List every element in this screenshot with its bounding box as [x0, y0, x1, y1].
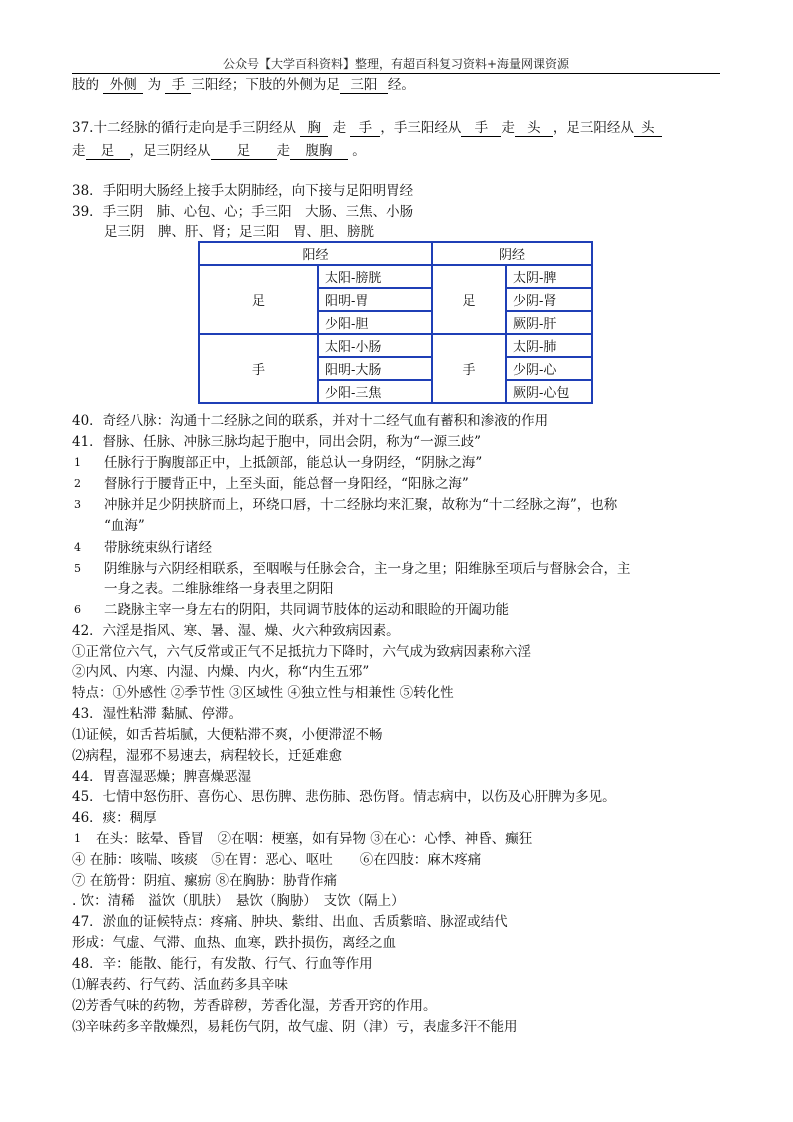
- list-marker: 5: [74, 562, 81, 575]
- list-marker: 1: [74, 832, 81, 845]
- item-38: 38．手阳明大肠经上接手太阴肺经，向下接与足阳明胃经: [72, 183, 414, 199]
- item-41-p1: 任脉行于胸腹部正中，上抵颌部，能总认一身阴经，“阴脉之海”: [104, 455, 483, 471]
- item-47-l1: 形成：气虚、气滞、血热、血寒，跌扑损伤，离经之血: [72, 935, 396, 951]
- item-43-l1: ⑴证候，如舌苔垢腻，大便粘滞不爽，小便滞涩不畅: [72, 727, 383, 743]
- table-cell: 太阳-小肠: [318, 334, 432, 357]
- item-41-p5b: 一身之表。二维脉维络一身表里之阴阳: [104, 581, 334, 597]
- item-48-title: 48．辛：能散、能行，有发散、行气、行血等作用: [72, 956, 373, 972]
- table-cell: 阳明-胃: [318, 288, 432, 311]
- table-cell: 少阴-肾: [506, 288, 592, 311]
- item-46-l4: . 饮：清稀 溢饮（肌肤） 悬饮（胸胁） 支饮（隔上）: [72, 893, 405, 909]
- page-header: 公众号【大学百科资料】整理，有超百科复习资料+海量网课资源: [222, 57, 570, 71]
- item-48-l3: ⑶辛味药多辛散燥烈，易耗伤气阴，故气虚、阴（津）亏，表虚多汗不能用: [72, 1019, 518, 1035]
- header-rule: [72, 73, 720, 74]
- item-48-l2: ⑵芳香气味的药物，芳香辟秽，芳香化湿，芳香开窍的作用。: [72, 998, 437, 1014]
- item-41-p3a: 冲脉并足少阴挟脐而上，环绕口唇，十二经脉均来汇聚，故称为“十二经脉之海”，也称: [104, 497, 618, 513]
- table-row: [199, 265, 592, 288]
- table-cell: 太阴-肺: [506, 334, 592, 357]
- item-42-l3: 特点：①外感性 ②季节性 ③区域性 ④独立性与相兼性 ⑤转化性: [72, 685, 454, 701]
- table-cell: 太阴-脾: [506, 265, 592, 288]
- table-cell: 厥阴-心包: [506, 380, 592, 403]
- table-cell: 厥阴-肝: [506, 311, 592, 334]
- list-marker: 4: [74, 541, 81, 554]
- item-43-title: 43．湿性粘滞 黏腻、停滞。: [72, 706, 242, 722]
- item-46-title: 46．痰：稠厚: [72, 810, 157, 826]
- hand-yang-label: 手: [199, 334, 318, 403]
- item-37-line2: 走 足 ，足三阴经从 足 走 腹胸 。: [72, 143, 366, 159]
- line-top: 肢的 外侧 为 手 三阳经；下肢的外侧为足 三阳 经。: [72, 77, 415, 93]
- table-header-row: [199, 242, 592, 265]
- item-41-p3b: “血海”: [104, 518, 145, 534]
- item-48-l1: ⑴解表药、行气药、活血药多具辛味: [72, 977, 288, 993]
- item-41-title: 41．督脉、任脉、冲脉三脉均起于胞中，同出会阴，称为“一源三歧”: [72, 434, 481, 450]
- item-42-title: 42．六淫是指风、寒、暑、湿、燥、火六种致病因素。: [72, 623, 400, 639]
- table-cell: 少阴-心: [506, 357, 592, 380]
- item-41-p2: 督脉行于腰背正中，上至头面，能总督一身阳经，“阳脉之海”: [104, 476, 469, 492]
- item-41-p6: 二跷脉主宰一身左右的阴阳，共同调节肢体的运动和眼睑的开阖功能: [104, 602, 509, 618]
- list-marker: 6: [74, 603, 81, 616]
- item-46-l1: 在头：眩晕、昏冒 ②在咽：梗塞，如有异物 ③在心：心悸、神昏、癫狂: [96, 831, 533, 847]
- item-46-l3: ⑦ 在筋骨：阴疽、瘰疬 ⑧在胸胁：胁背作痛: [72, 873, 338, 889]
- list-marker: 3: [74, 498, 81, 511]
- foot-yin-label: 足: [432, 265, 506, 334]
- hand-yin-label: 手: [432, 334, 506, 403]
- item-47-title: 47．淤血的证候特点：疼痛、肿块、紫绀、出血、舌质紫暗、脉涩或结代: [72, 914, 508, 930]
- item-39-line1: 39．手三阴 肺、心包、心；手三阳 大肠、三焦、小肠: [72, 204, 414, 220]
- foot-yang-label: 足: [199, 265, 318, 334]
- item-42-l2: ②内风、内寒、内湿、内燥、内火，称“内生五邪”: [72, 664, 370, 680]
- item-42-l1: ①正常位六气，六气反常或正气不足抵抗力下降时，六气成为致病因素称六淫: [72, 644, 531, 660]
- list-marker: 1: [74, 456, 81, 469]
- item-37-line1: 37.十二经脉的循行走向是手三阴经从 胸 走 手 ，手三阳经从 手 走 头 ，足三阳经从 头: [72, 119, 662, 137]
- item-44: 44．胃喜湿恶燥；脾喜燥恶湿: [72, 769, 252, 785]
- item-41-p5a: 阴维脉与六阴经相联系，至咽喉与任脉会合，主一身之里；阳维脉至项后与督脉会合，主: [104, 561, 631, 577]
- table-cell: 太阳-膀胱: [318, 265, 432, 288]
- item-43-l2: ⑵病程，湿邪不易速去，病程较长，迁延难愈: [72, 748, 342, 764]
- item-41-p4: 带脉统束纵行诸经: [104, 540, 212, 556]
- table-cell: 阳明-大肠: [318, 357, 432, 380]
- table-cell: 少阳-胆: [318, 311, 432, 334]
- item-45: 45．七情中怒伤肝、喜伤心、思伤脾、悲伤肺、恐伤肾。情志病中，以伤及心肝脾为多见。: [72, 789, 616, 805]
- item-39-line2: 足三阴 脾、肝、肾；足三阳 胃、胆、膀胱: [104, 224, 374, 240]
- table-row: [199, 334, 592, 357]
- item-40: 40．奇经八脉：沟通十二经脉之间的联系，并对十二经气血有蓄积和渗液的作用: [72, 413, 549, 429]
- yin-header: 阴经: [432, 242, 592, 265]
- item-46-l2: ④ 在肺：咳喘、咳痰 ⑤在胃：恶心、呕吐 ⑥在四肢：麻木疼痛: [72, 852, 482, 868]
- list-marker: 2: [74, 477, 81, 490]
- meridian-table: [198, 241, 593, 404]
- table-cell: 少阳-三焦: [318, 380, 432, 403]
- yang-header: 阳经: [199, 242, 432, 265]
